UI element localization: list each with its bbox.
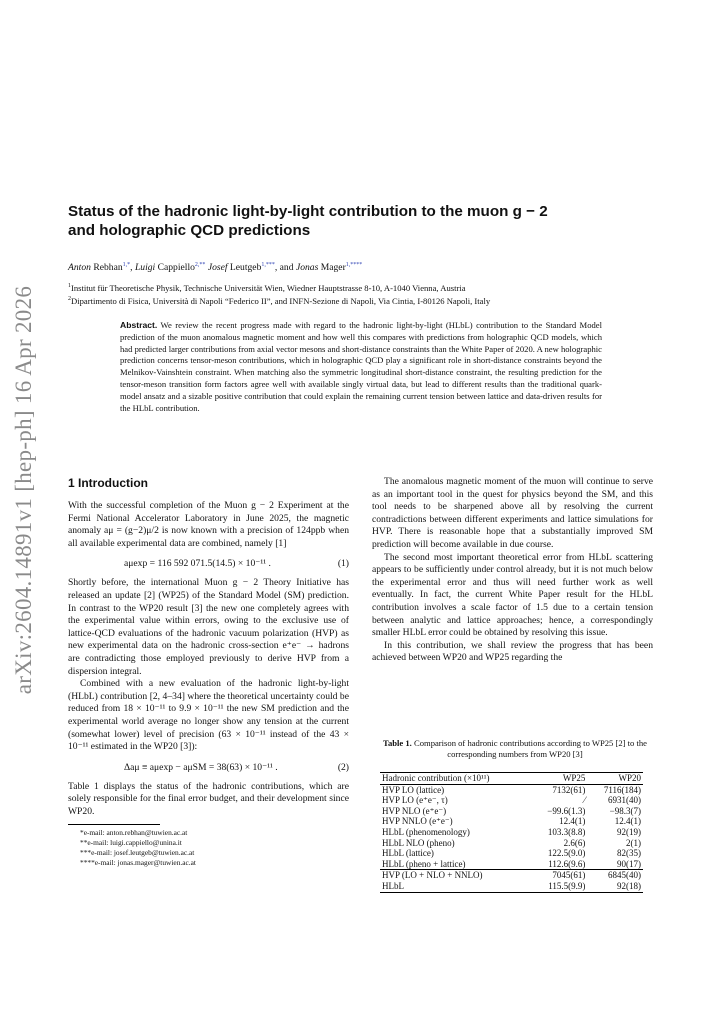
- author-surname: Rebhan: [90, 262, 123, 273]
- table-cell: HLbL NLO (pheno): [382, 837, 455, 848]
- author-conjunction: , and: [274, 262, 296, 273]
- table-row: [380, 806, 643, 817]
- table-header-row: [380, 773, 643, 785]
- table-cell: −98.3(7): [609, 805, 641, 816]
- table-cell: 82(35): [617, 848, 641, 859]
- author-first-name: Josef: [207, 262, 228, 273]
- paragraph: Table 1 displays the status of the hadronic contributions, which are solely responsible for the final error budget, and their development since WP20.: [68, 780, 349, 817]
- table-row: [380, 881, 643, 892]
- title-line-1: Status of the hadronic light-by-light contribution to the muon g − 2: [68, 203, 548, 220]
- table-cell: 12.4(1): [614, 816, 641, 827]
- hadronic-contributions-table: [380, 772, 643, 893]
- equation-2: [68, 754, 349, 781]
- table-cell: 6845(40): [608, 870, 641, 881]
- author-first-name: Luigi: [134, 262, 156, 273]
- affiliation-1: $^1$Institut für Theoretische Physik, Technische Universität Wien, Wiedner Hauptstrasse 8-10, A-1040 Vienna, Austria: [68, 283, 466, 293]
- table-caption-text: Comparison of hadronic contributions according to WP25 [2] to the corresponding numbers from WP20 [3]: [411, 738, 647, 760]
- table-cell: ⁄: [583, 795, 586, 806]
- table-caption: [380, 738, 650, 760]
- right-column: [372, 476, 653, 665]
- author-surname: Mager: [318, 262, 346, 273]
- table-cell: 2.6(6): [563, 837, 586, 848]
- footnote: ***e-mail: josef.leutgeb@tuwien.ac.at: [80, 848, 195, 858]
- table-row: [380, 816, 643, 827]
- table-cell: 6931(40): [608, 795, 641, 806]
- table-cell: 122.5(9.0): [547, 848, 586, 859]
- footnotes: [68, 828, 349, 867]
- table-cell: 7045(61): [552, 870, 586, 881]
- table-cell: HLbL (phenomenology): [382, 826, 470, 837]
- table-cell: HVP NNLO (e⁺e⁻): [382, 816, 453, 827]
- author-marker[interactable]: 2,**: [194, 261, 206, 268]
- paragraph: Shortly before, the international Muon g − 2 Theory Initiative has released an update [2] (WP25) of the Standard Model (SM) prediction. In contrast to the WP20 result [3] the new one completely agrees with the experimental value within errors, owing to the exclusive use of lattice-QCD evaluations of the hadronic vacuum polarization (HVP) as new experimental data on the hadronic cross-section e⁺e⁻ → hadrons are contradicting those employed previously to derive HVP from a dispersion integral.: [68, 577, 349, 677]
- table-cell: 92(19): [617, 826, 641, 837]
- table-cell: 112.6(9.6): [548, 858, 586, 869]
- affiliation-text: Institut für Theoretische Physik, Technische Universität Wien, Wiedner Hauptstrasse 8-10, A-1040 Vienna, Austria: [71, 283, 466, 293]
- left-column: [68, 476, 349, 868]
- table-row: [380, 784, 643, 795]
- table-cell: −99.6(1.3): [547, 805, 586, 816]
- table-cell: HLbL: [382, 880, 404, 891]
- table-cell: HVP (LO + NLO + NNLO): [382, 870, 483, 881]
- table-cell: HLbL (lattice): [382, 848, 434, 859]
- author-marker[interactable]: 1,***: [261, 261, 275, 268]
- author-surname: Leutgeb: [227, 262, 262, 273]
- author-first-name: Anton: [68, 262, 91, 273]
- equation-number: (1): [337, 558, 349, 570]
- affiliations: [68, 282, 490, 308]
- table-cell: 7132(61): [552, 784, 586, 795]
- author-list: Anton Rebhan$^{1,*}$, Luigi Cappiello$^{2,**}$ Josef Leutgeb$^{1,***}$, and Jonas Mager$^{1,****}$: [68, 261, 363, 273]
- table-cell: HLbL (pheno + lattice): [382, 858, 466, 869]
- footnote-rule: [68, 824, 160, 825]
- table-cell: 103.3(8.8): [547, 826, 586, 837]
- table-header: WP20: [618, 773, 641, 783]
- title-line-2: and holographic QCD predictions: [68, 222, 311, 239]
- author-marker[interactable]: 1,****: [345, 261, 363, 268]
- table-row: [380, 795, 643, 806]
- table-cell: 7116(184): [603, 784, 641, 795]
- affiliation-text: Dipartimento di Fisica, Università di Napoli “Federico II”, and INFN-Sezione di Napoli, Via Cintia, I-80126 Napoli, Italy: [71, 296, 491, 306]
- table-cell: 115.5(9.9): [548, 880, 586, 891]
- paragraph: The anomalous magnetic moment of the muon will continue to serve as an important tool in the quest for physics beyond the SM, and this tool needs to be sharpened above all by resolving the current contradictions between different experiments and lattice simulations for HVP. There is reasonable hope that a substantially improved SM prediction will become available in due course.: [372, 476, 653, 550]
- arxiv-stamp: [2, 285, 46, 695]
- affiliation-2: $^2$Dipartimento di Fisica, Università di Napoli “Federico II”, and INFN-Sezione di Napoli, Via Cintia, I-80126 Napoli, Italy: [68, 296, 491, 306]
- equation-body: Δaμ ≡ aμexp − aμSM = 38(63) × 10⁻¹¹ .: [124, 761, 278, 773]
- footnote: **e-mail: luigi.cappiello@unina.it: [80, 838, 182, 848]
- table-row: [380, 838, 643, 849]
- table-cell: HVP NLO (e⁺e⁻): [382, 805, 447, 816]
- table-row: [380, 870, 643, 881]
- table-cell: HVP LO (e⁺e⁻, τ): [382, 795, 448, 806]
- paper-title: [68, 202, 668, 240]
- author-surname: Cappiello: [155, 262, 195, 273]
- table-cell: HVP LO (lattice): [382, 784, 445, 795]
- paragraph: The second most important theoretical error from HLbL scattering appears to be sufficiently under control already, but it is not much below the experimental error and thus will need further work as well eventually. In fact, the current White Paper result for the HLbL contribution involves a scale factor of 1.5 due to a certain tension between analytic and lattice approaches; hence, a correspondingly smaller HLbL error could be obtained by resolving this issue.: [372, 551, 653, 639]
- table-cell: 12.4(1): [559, 816, 586, 827]
- abstract-text: We review the recent progress made with regard to the hadronic light-by-light (HLbL) contribution to the Standard Model prediction of the muon anomalous magnetic moment and how well this compares with predictions from holographic QCD models, which had predicted larger contributions from axial vector mesons and short-distance constraints than the White Paper of 2020. A new holographic prediction concerns tensor-meson contributions, which in holographic QCD play a significant role in short-distance constraints beyond the Melnikov-Vainshtein constraint. When matching also the symmetric longitudinal short-distance constraint, the resulting prediction for the tensor-meson transition form factors agree well with available singly virtual data, but lead to different results than the traditional quark-model ansatz and a sizable positive contribution that could explain the remaining current tension between lattice and data-driven results for the HLbL contribution.: [120, 320, 602, 413]
- author-marker[interactable]: 1,*: [122, 261, 131, 268]
- table-cell: 2(1): [626, 837, 641, 848]
- abstract: [120, 320, 602, 414]
- table-row: [380, 859, 643, 870]
- equation-1: [68, 550, 349, 577]
- paragraph: In this contribution, we shall review the progress that has been achieved between WP20 and WP25 regarding the: [372, 639, 653, 664]
- author-first-name: Jonas: [295, 262, 319, 273]
- paragraph: With the successful completion of the Muon g − 2 Experiment at the Fermi National Accelerator Laboratory in June 2025, the magnetic anomaly aμ = (g−2)μ/2 is now known with a precision of 124ppb when all available experimental data are combined, namely [1]: [68, 500, 349, 549]
- table-header: Hadronic contribution (×10¹¹): [382, 773, 490, 783]
- section-heading: 1 Introduction: [68, 476, 148, 490]
- table-row: [380, 827, 643, 838]
- paragraph: Combined with a new evaluation of the hadronic light-by-light (HLbL) contribution [2, 4–34] where the theoretical uncertainty could be reduced from 18 × 10⁻¹¹ to 9.9 × 10⁻¹¹ the new SM prediction and the experimental world average no longer show any tension at the current (somewhat lower) level of precision (63 × 10⁻¹¹ instead of the 43 × 10⁻¹¹ estimated in the WP20 [3]):: [68, 678, 349, 753]
- equation-number: (2): [337, 761, 349, 773]
- table-caption-label: Table 1.: [383, 738, 412, 748]
- footnote: ****e-mail: jonas.mager@tuwien.ac.at: [80, 857, 196, 867]
- abstract-label: Abstract.: [120, 320, 158, 330]
- equation-body: aμexp = 116 592 071.5(14.5) × 10⁻¹¹ .: [124, 558, 271, 570]
- table-row: [380, 848, 643, 859]
- arxiv-id: arXiv:2604.14891v1 [hep-ph] 16 Apr 2026: [11, 285, 36, 695]
- footnote: *e-mail: anton.rebhan@tuwien.ac.at: [80, 828, 188, 838]
- table-cell: 90(17): [617, 858, 641, 869]
- table-header: WP25: [562, 773, 586, 783]
- table-cell: 92(18): [617, 880, 641, 891]
